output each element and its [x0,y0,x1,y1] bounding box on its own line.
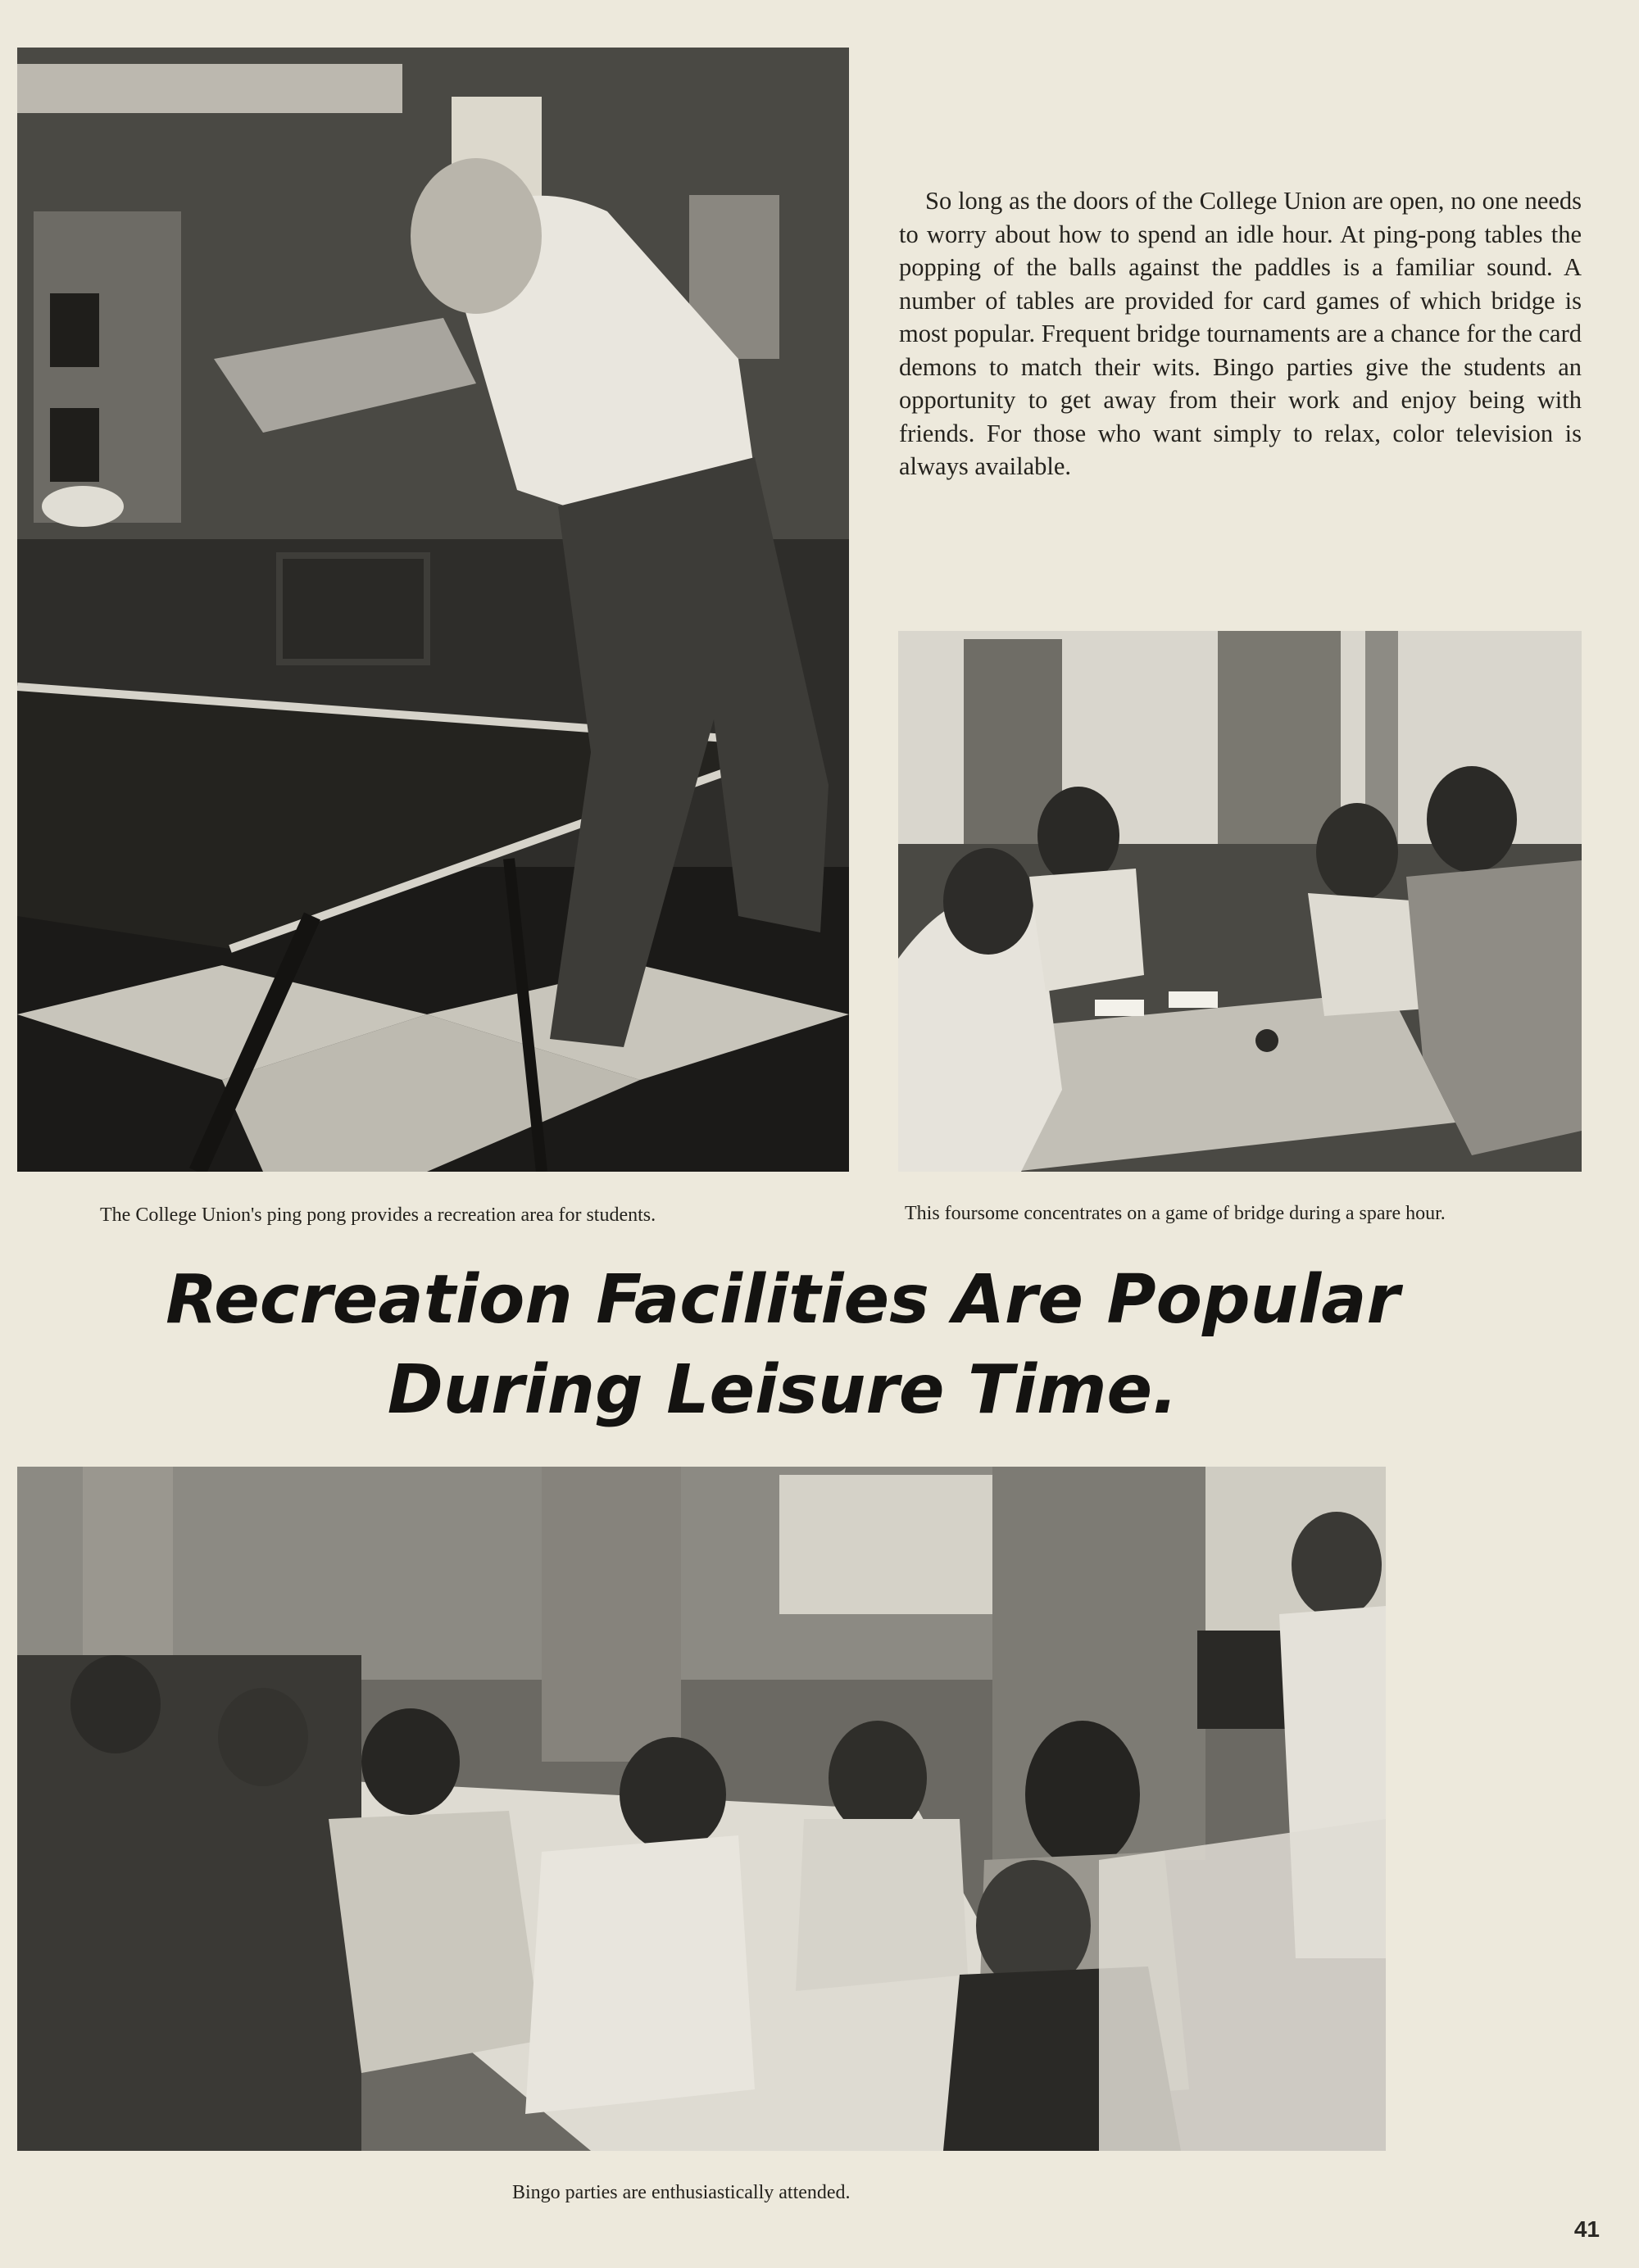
bridge-caption: This foursome concentrates on a game of bridge during a spare hour. [905,1203,1446,1224]
bingo-party-photo [17,1467,1386,2151]
headline-line-2: During Leisure Time. [387,1351,1178,1429]
article-body: So long as the doors of the College Union are open, no one needs to worry about how to spend an idle hour. At ping-pong tables the popping of the balls against the paddles is a familiar sound. A number of tables are provided for card games of which bridge is most popular. Frequent bridge tournaments are a chance for the card demons to match their wits. Bingo parties give the students an opportunity to get away from their work and enjoy being with friends. For those who want simply to relax, color television is always available. [899,187,1582,480]
ping-pong-photo [17,48,849,1172]
headline [98,1255,1467,1436]
bingo-party-photo-image [17,1467,1386,2151]
bridge-game-photo [898,631,1582,1172]
bridge-game-photo-image [898,631,1582,1172]
ping-pong-caption: The College Union's ping pong provides a recreation area for students. [100,1204,656,1226]
page-number: 41 [1573,2216,1600,2242]
bingo-caption: Bingo parties are enthusiastically attended. [512,2182,851,2203]
headline-line-1: Recreation Facilities Are Popular [166,1261,1400,1339]
ping-pong-photo-image [17,48,849,1172]
